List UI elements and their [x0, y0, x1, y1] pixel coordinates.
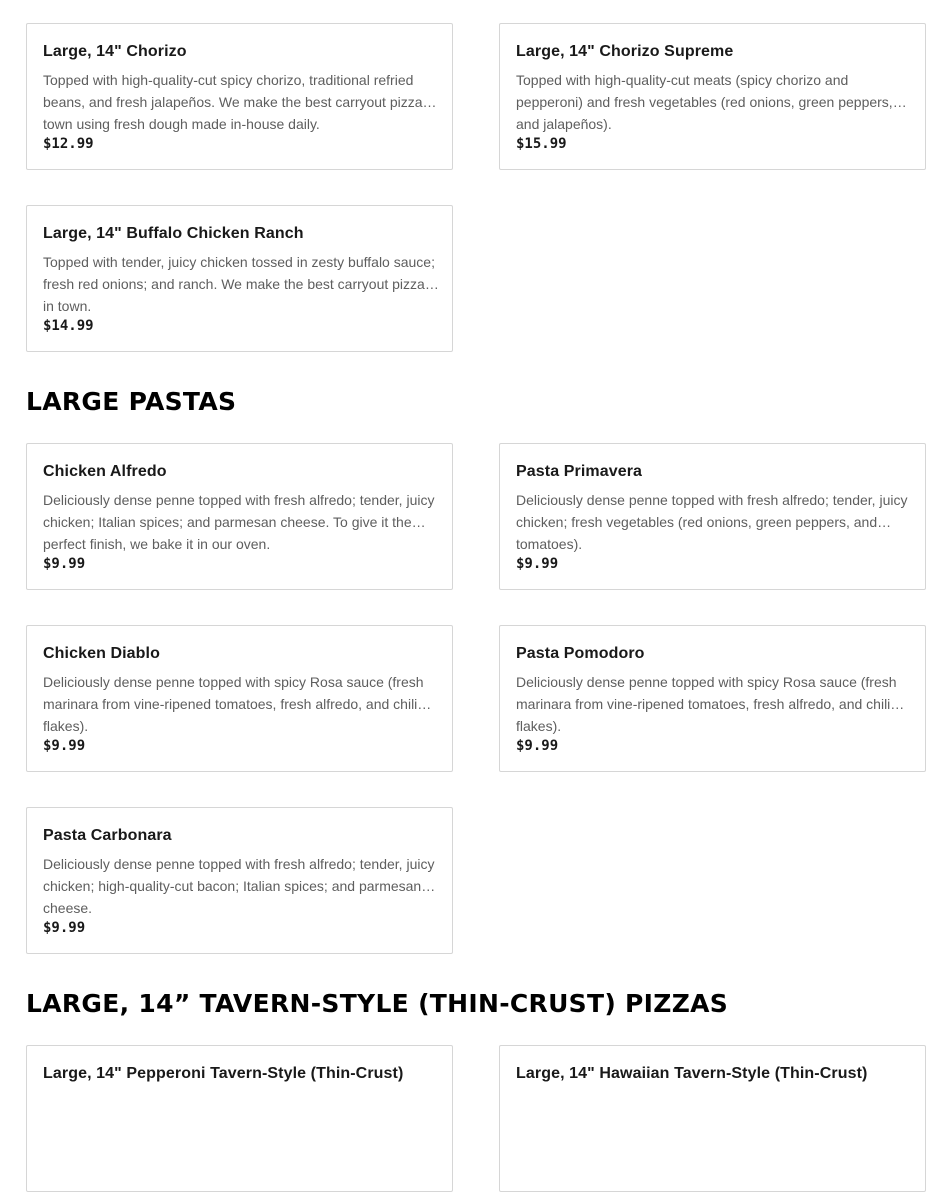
menu-item-card-pepperoni-tavern[interactable]	[26, 1045, 453, 1192]
menu-item-price: $9.99	[516, 738, 559, 754]
menu-item-title: Pasta Pomodoro	[516, 645, 645, 662]
menu-item-card-pasta-carbonara[interactable]	[26, 807, 453, 954]
menu-item-price: $12.99	[43, 136, 94, 152]
menu-item-price: $14.99	[43, 318, 94, 334]
menu-item-description: Deliciously dense penne topped with fresh alfredo; tender, juicy chicken; Italian spices; and parmesan cheese. To give it the perfect finish, we bake it in our oven.	[43, 492, 435, 552]
menu-item-card-pasta-pomodoro[interactable]	[499, 625, 926, 772]
menu-item-title: Large, 14" Chorizo	[43, 43, 187, 60]
menu-item-description: Deliciously dense penne topped with fresh alfredo; tender, juicy chicken; fresh vegetables (red onions, green peppers, and tomatoes).	[516, 492, 908, 552]
menu-item-card-chorizo-supreme[interactable]	[499, 23, 926, 170]
section-heading-large-pastas: LARGE PASTAS	[26, 387, 237, 416]
menu-item-title: Chicken Alfredo	[43, 463, 167, 480]
menu-item-description: Topped with high-quality-cut meats (spicy chorizo and pepperoni) and fresh vegetables (red onions, green peppers, and jalapeños).	[516, 72, 893, 132]
menu-item-price: $15.99	[516, 136, 567, 152]
menu-item-card-buffalo-chicken-ranch[interactable]	[26, 205, 453, 352]
menu-item-title: Large, 14" Hawaiian Tavern-Style (Thin-Crust)	[516, 1065, 868, 1082]
menu-item-description: Topped with tender, juicy chicken tossed in zesty buffalo sauce; fresh red onions; and ranch. We make the best carryout pizza in town.	[43, 254, 435, 314]
menu-item-card-chicken-diablo[interactable]	[26, 625, 453, 772]
menu-item-title: Large, 14" Pepperoni Tavern-Style (Thin-Crust)	[43, 1065, 404, 1082]
menu-item-card-hawaiian-tavern[interactable]	[499, 1045, 926, 1192]
menu-item-title: Chicken Diablo	[43, 645, 160, 662]
menu-item-price: $9.99	[43, 738, 86, 754]
section-heading-tavern-pizzas: LARGE, 14” TAVERN-STYLE (THIN-CRUST) PIZZAS	[26, 989, 729, 1018]
menu-item-price: $9.99	[516, 556, 559, 572]
menu-item-card-pasta-primavera[interactable]	[499, 443, 926, 590]
menu-item-title: Pasta Primavera	[516, 463, 643, 480]
menu-item-description: Deliciously dense penne topped with fresh alfredo; tender, juicy chicken; high-quality-cut bacon; Italian spices; and parmesan cheese.	[43, 856, 435, 916]
menu-item-title: Pasta Carbonara	[43, 827, 172, 844]
menu-item-title: Large, 14" Buffalo Chicken Ranch	[43, 225, 304, 242]
menu-item-description: Deliciously dense penne topped with spicy Rosa sauce (fresh marinara from vine-ripened tomatoes, fresh alfredo, and chili flakes).	[43, 674, 424, 734]
menu-item-card-chorizo[interactable]	[26, 23, 453, 170]
menu-item-title: Large, 14" Chorizo Supreme	[516, 43, 734, 60]
menu-item-card-chicken-alfredo[interactable]	[26, 443, 453, 590]
menu-item-description: Deliciously dense penne topped with spicy Rosa sauce (fresh marinara from vine-ripened tomatoes, fresh alfredo, and chili flakes).	[516, 674, 897, 734]
menu-item-description: Topped with high-quality-cut spicy chorizo, traditional refried beans, and fresh jalapeños. We make the best carryout pizza in town using fresh dough made in-house daily.	[43, 72, 438, 132]
menu-item-price: $9.99	[43, 556, 86, 572]
menu-item-price: $9.99	[43, 920, 86, 936]
